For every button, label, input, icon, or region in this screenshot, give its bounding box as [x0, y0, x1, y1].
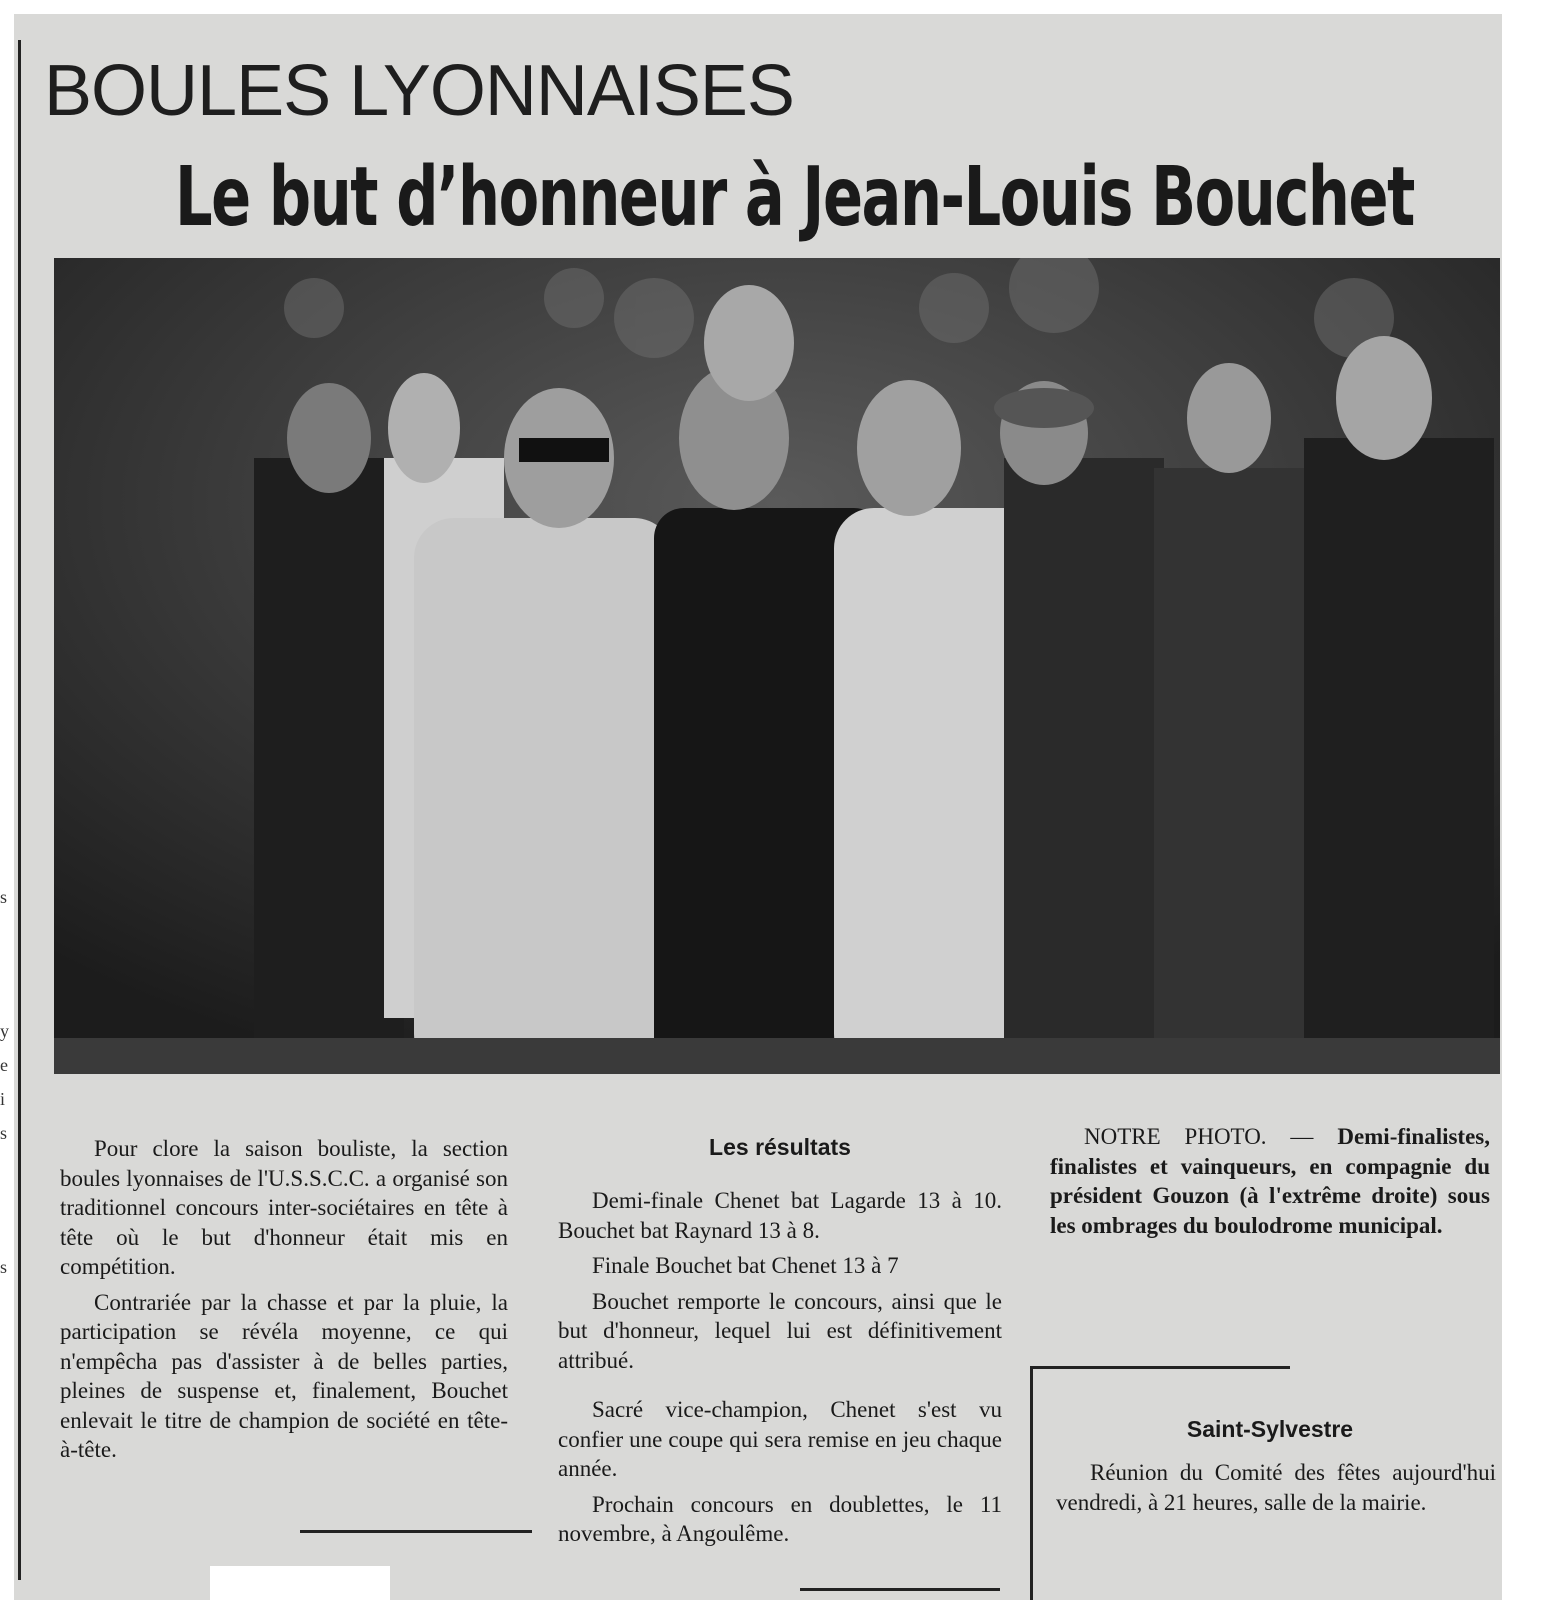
- results-column: [558, 1186, 1002, 1555]
- margin-letter: y: [0, 1021, 9, 1041]
- box-rule: [1032, 1366, 1290, 1369]
- result-line: Finale Bouchet bat Chenet 13 à 7: [592, 1253, 899, 1278]
- margin-letter: i: [0, 1089, 6, 1109]
- body-paragraph: Contrariée par la chasse et par la pluie, la participation se révéla moyenne, ce qui n'empêcha pas d'assister à de belles parties, pleines de suspense et, finalement, Bouchet enlevait le titre de champion de société en tête-à-tête.: [60, 1289, 508, 1462]
- result-line: Prochain concours en doublettes, le 11 novembre, à Angoulême.: [558, 1491, 1002, 1546]
- photo-caption: [1050, 1122, 1490, 1246]
- body-paragraph: Pour clore la saison bouliste, la section boules lyonnaises de l'U.S.S.C.C. a organisé son traditionnel concours inter-sociétaires en tête à tête où le but d'honneur était mis en compétition.: [60, 1136, 508, 1279]
- box-rule: [300, 1530, 532, 1533]
- brief-paragraph: Réunion du Comité des fêtes aujourd'hui vendredi, à 21 heures, salle de la mairie.: [1056, 1460, 1496, 1515]
- result-line: Sacré vice-champion, Chenet s'est vu confier une coupe qui sera remise en jeu chaque année.: [558, 1397, 1002, 1481]
- column-rule: [18, 40, 21, 1580]
- margin-letter: s: [0, 1123, 8, 1143]
- result-line: Bouchet remporte le concours, ainsi que le but d'honneur, lequel lui est définitivement attribué.: [558, 1288, 1002, 1373]
- person-1: [254, 383, 404, 1058]
- caption-text: Demi-finalistes, finalistes et vainqueurs, en compagnie du président Gouzon (à l'extrême droite) sous les ombrages du boulodrome municipal.: [1050, 1124, 1490, 1238]
- group-photo: [54, 258, 1500, 1074]
- margin-letter: s: [0, 1257, 8, 1277]
- torn-edge: [210, 1566, 390, 1600]
- results-heading: Les résultats: [709, 1134, 851, 1160]
- result-line: Demi-finale Chenet bat Lagarde 13 à 10. Bouchet bat Raynard 13 à 8.: [558, 1188, 1002, 1243]
- caption-lead: NOTRE PHOTO. —: [1084, 1124, 1314, 1149]
- brief-text: [1056, 1458, 1496, 1523]
- article-body-column-1: [60, 1134, 508, 1471]
- margin-letter: s: [0, 887, 8, 907]
- article-headline: Le but d’honneur à Jean-Louis Bouchet: [175, 150, 1414, 245]
- box-rule: [800, 1588, 1000, 1591]
- box-rule: [1030, 1366, 1033, 1600]
- brief-heading: Saint-Sylvestre: [1186, 1416, 1354, 1442]
- margin-letter: e: [0, 1055, 8, 1075]
- section-kicker: BOULES LYONNAISES: [44, 51, 794, 131]
- adjacent-column-fragments: [0, 880, 14, 1284]
